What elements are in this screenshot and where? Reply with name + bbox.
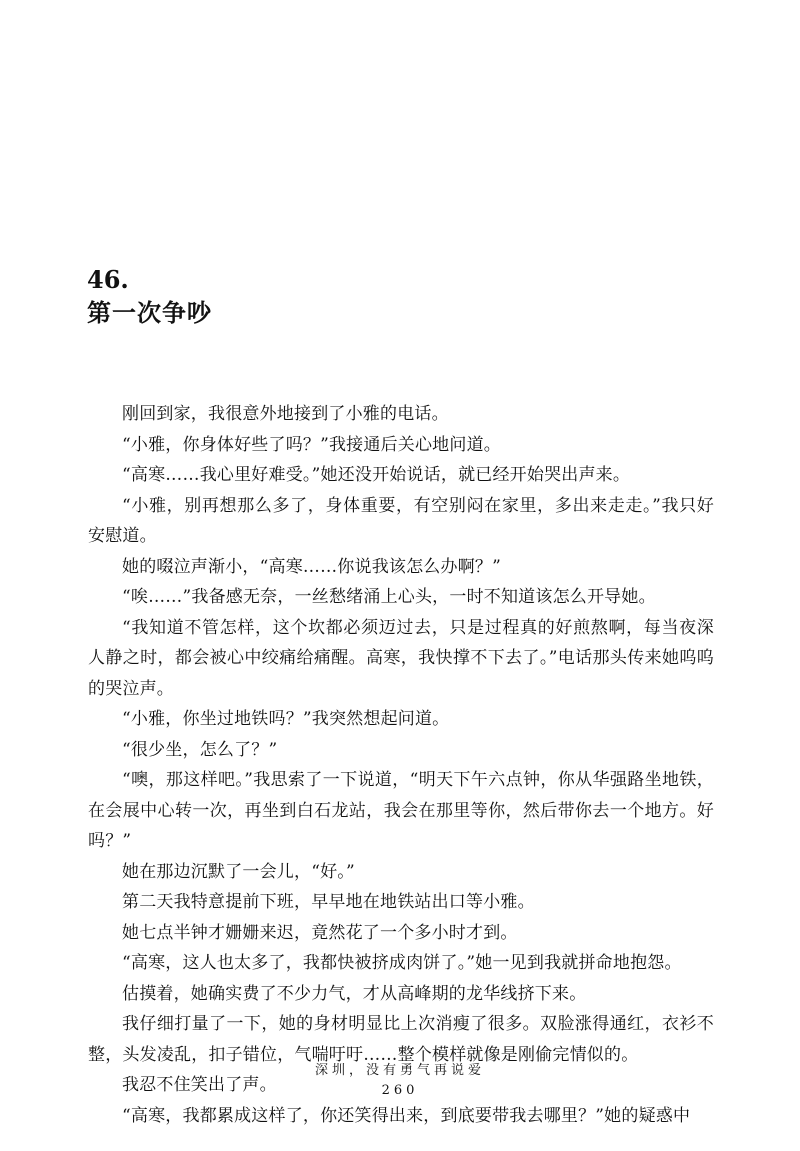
paragraph: “我知道不管怎样，这个坎都必须迈过去，只是过程真的好煎熬啊，每当夜深人静之时，都会被心中绞痛给痛醒。高寒，我快撑不下去了。”电话那头传来她呜呜的哭泣声。 <box>88 617 714 699</box>
chapter-body <box>88 399 714 1131</box>
paragraph: “高寒，我都累成这样了，你还笑得出来，到底要带我去哪里？”她的疑惑中 <box>122 1105 691 1126</box>
page-number: 260 <box>381 1083 419 1098</box>
paragraph: 我仔细打量了一下，她的身材明显比上次消瘦了很多。双脸涨得通红，衣衫不整，头发凌乱，扣子错位，气喘吁吁……整个模样就像是刚偷完情似的。 <box>88 1014 714 1065</box>
paragraph: “噢，那这样吧。”我思索了一下说道，“明天下午六点钟，你从华强路坐地铁，在会展中心转一次，再坐到白石龙站，我会在那里等你，然后带你去一个地方。好吗？” <box>88 770 714 851</box>
paragraph: “唉……”我备感无奈，一丝愁绪涌上心头，一时不知道该怎么开导她。 <box>122 587 656 607</box>
paragraph: 我忍不住笑出了声。 <box>122 1075 277 1095</box>
paragraph: 她的啜泣声渐小，“高寒……你说我该怎么办啊？” <box>122 556 501 577</box>
paragraph: “小雅，别再想那么多了，身体重要，有空别闷在家里，多出来走走。”我只好安慰道。 <box>88 495 714 546</box>
paragraph: 她七点半钟才姗姗来迟，竟然花了一个多小时才到。 <box>122 922 518 943</box>
paragraph: “小雅，你身体好些了吗？”我接通后关心地问道。 <box>122 434 501 455</box>
chapter-title: 第一次争吵 <box>87 299 212 327</box>
paragraph: 刚回到家，我很意外地接到了小雅的电话。 <box>122 404 449 424</box>
paragraph: “很少坐，怎么了？” <box>122 739 278 760</box>
paragraph: 第二天我特意提前下班，早早地在地铁站出口等小雅。 <box>122 892 535 912</box>
paragraph: 估摸着，她确实费了不少力气，才从高峰期的龙华线挤下来。 <box>122 983 587 1004</box>
paragraph: “高寒……我心里好难受。”她还没开始说话，就已经开始哭出声来。 <box>122 465 631 485</box>
chapter-number: 46. <box>87 265 129 294</box>
paragraph: “小雅，你坐过地铁吗？”我突然想起问道。 <box>122 709 450 729</box>
paragraph: “高寒，这人也太多了，我都快被挤成肉饼了。”她一见到我就拼命地抱怨。 <box>122 953 682 973</box>
running-footer-title: 深圳，没有勇气再说爱 <box>314 1063 485 1078</box>
paragraph: 她在那边沉默了一会儿，“好。” <box>122 861 355 882</box>
